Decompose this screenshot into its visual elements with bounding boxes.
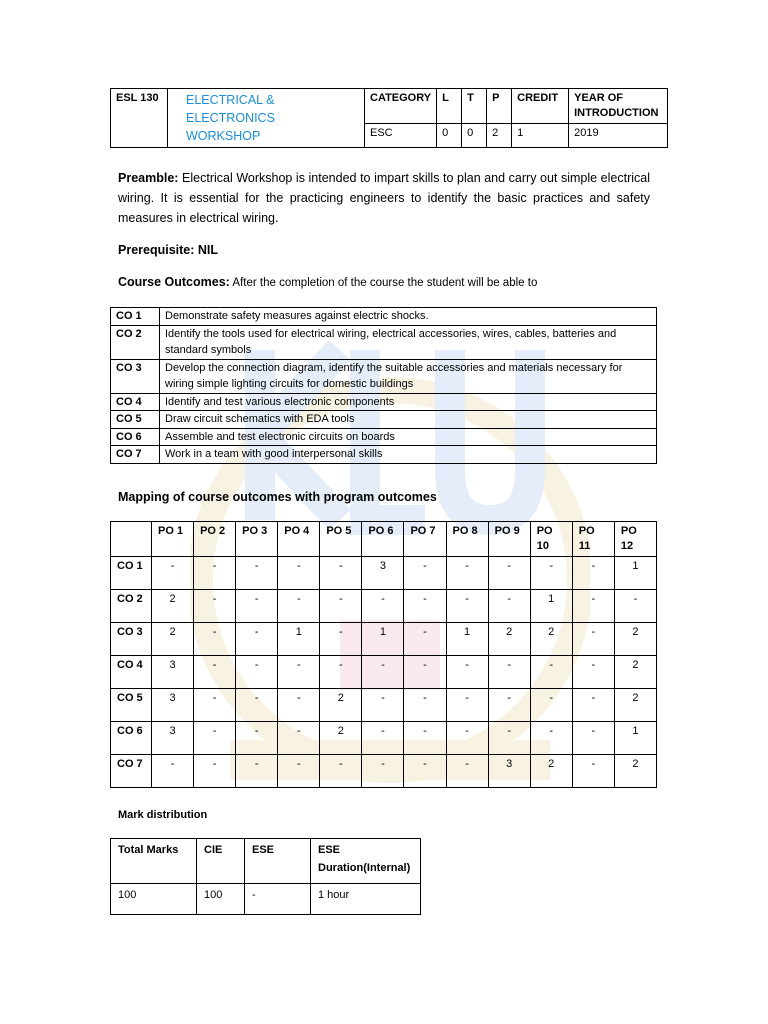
course-outcomes-heading [118, 275, 537, 289]
co-description: Develop the connection diagram, identify the suitable accessories and materials necessary for wiring simple lighting circuits for domestic buildings [160, 359, 657, 393]
mapping-cell: - [572, 755, 614, 788]
po-header: PO 9 [488, 522, 530, 557]
mapping-cell: - [236, 623, 278, 656]
po-header: PO 4 [278, 522, 320, 557]
year-label-line2: INTRODUCTION [574, 107, 659, 119]
mapping-cell: - [530, 689, 572, 722]
mapping-header-row [111, 522, 657, 557]
co-code: CO 5 [111, 411, 160, 429]
mapping-cell: - [194, 623, 236, 656]
po-header: PO 2 [194, 522, 236, 557]
mapping-row [111, 722, 657, 755]
po-header: PO 11 [572, 522, 614, 557]
mapping-cell: - [320, 590, 362, 623]
co-code: CO 1 [111, 308, 160, 326]
mark-distribution-table [110, 838, 421, 915]
mapping-cell: - [362, 755, 404, 788]
co-description: Assemble and test electronic circuits on boards [160, 428, 657, 446]
mapping-co-label: CO 1 [111, 557, 152, 590]
marks-header: CIE [197, 839, 245, 884]
mapping-co-label: CO 2 [111, 590, 152, 623]
mapping-cell: 3 [488, 755, 530, 788]
l-value: 0 [437, 124, 462, 148]
category-value: ESC [365, 124, 437, 148]
mapping-cell: - [320, 623, 362, 656]
mapping-co-label: CO 5 [111, 689, 152, 722]
mapping-cell: 2 [488, 623, 530, 656]
mapping-cell: - [404, 689, 446, 722]
po-header: PO 12 [614, 522, 656, 557]
mapping-cell: - [236, 722, 278, 755]
marks-header: ESE [245, 839, 311, 884]
mapping-row [111, 689, 657, 722]
mapping-row [111, 623, 657, 656]
credit-value: 1 [512, 124, 569, 148]
mapping-cell: - [320, 755, 362, 788]
mapping-cell: 2 [152, 590, 194, 623]
mapping-cell: - [446, 722, 488, 755]
mapping-cell: - [488, 590, 530, 623]
marks-value-row [111, 884, 421, 915]
mapping-cell: - [572, 656, 614, 689]
mapping-cell: - [236, 557, 278, 590]
mapping-row [111, 557, 657, 590]
mapping-cell: 1 [614, 722, 656, 755]
course-title [168, 89, 365, 148]
mapping-cell: - [530, 557, 572, 590]
co-code: CO 4 [111, 393, 160, 411]
mapping-cell: 3 [362, 557, 404, 590]
mapping-cell: 1 [362, 623, 404, 656]
mapping-cell: - [488, 722, 530, 755]
marks-header: Total Marks [111, 839, 197, 884]
co-description: Demonstrate safety measures against electric shocks. [160, 308, 657, 326]
mapping-cell: - [404, 623, 446, 656]
mapping-cell: - [278, 557, 320, 590]
year-label [569, 89, 668, 124]
mapping-cell: - [404, 557, 446, 590]
course-outcomes-table [110, 307, 657, 464]
co-code: CO 7 [111, 446, 160, 464]
mapping-cell: - [236, 755, 278, 788]
po-header: PO 1 [152, 522, 194, 557]
course-code: ESL 130 [111, 89, 168, 148]
mapping-cell: - [152, 755, 194, 788]
marks-value: 100 [111, 884, 197, 915]
mapping-co-label: CO 6 [111, 722, 152, 755]
mapping-cell: - [572, 557, 614, 590]
mapping-cell: - [194, 722, 236, 755]
mapping-cell: 2 [614, 623, 656, 656]
mapping-cell: - [152, 557, 194, 590]
mapping-cell: - [362, 689, 404, 722]
year-label-line1: YEAR OF [574, 92, 624, 104]
po-header: PO 5 [320, 522, 362, 557]
mapping-cell: - [362, 722, 404, 755]
mapping-cell: - [572, 722, 614, 755]
co-row [111, 308, 657, 326]
mapping-cell: 2 [530, 623, 572, 656]
l-label: L [437, 89, 462, 124]
mapping-cell: - [236, 590, 278, 623]
mapping-cell: - [194, 590, 236, 623]
co-row [111, 446, 657, 464]
co-row [111, 359, 657, 393]
preamble-paragraph [118, 168, 650, 228]
co-description: Identify the tools used for electrical wiring, electrical accessories, wires, cables, batteries and standard symbols [160, 325, 657, 359]
mapping-cell: - [530, 656, 572, 689]
mapping-cell: - [488, 689, 530, 722]
mapping-cell: 2 [530, 755, 572, 788]
mapping-cell: - [194, 557, 236, 590]
mapping-co-label: CO 4 [111, 656, 152, 689]
co-code: CO 3 [111, 359, 160, 393]
mapping-cell: - [278, 755, 320, 788]
po-header: PO 3 [236, 522, 278, 557]
co-row [111, 393, 657, 411]
mapping-cell: - [194, 755, 236, 788]
mapping-cell: - [194, 689, 236, 722]
mapping-cell: 3 [152, 689, 194, 722]
course-header-table [110, 88, 668, 148]
p-label: P [487, 89, 512, 124]
co-code: CO 2 [111, 325, 160, 359]
mapping-cell: - [572, 590, 614, 623]
mapping-cell: - [278, 689, 320, 722]
mapping-co-label: CO 3 [111, 623, 152, 656]
co-code: CO 6 [111, 428, 160, 446]
mapping-cell: 2 [614, 689, 656, 722]
mapping-row [111, 656, 657, 689]
mapping-cell: - [488, 557, 530, 590]
mapping-cell: - [572, 689, 614, 722]
preamble-label: Preamble: [118, 171, 179, 185]
mapping-cell: 1 [614, 557, 656, 590]
mapping-cell: - [572, 623, 614, 656]
t-value: 0 [462, 124, 487, 148]
course-title-line2: ELECTRONICS WORKSHOP [186, 111, 275, 143]
mapping-row [111, 755, 657, 788]
mapping-cell: 2 [320, 689, 362, 722]
mapping-cell: 2 [320, 722, 362, 755]
mapping-cell: - [446, 557, 488, 590]
mapping-cell: - [404, 722, 446, 755]
mapping-cell: - [278, 656, 320, 689]
mapping-cell: - [278, 722, 320, 755]
mapping-cell: - [362, 656, 404, 689]
p-value: 2 [487, 124, 512, 148]
mapping-cell: - [404, 590, 446, 623]
mark-distribution-title: Mark distribution [118, 809, 208, 821]
course-title-line1: ELECTRICAL & [186, 93, 275, 107]
co-description: Draw circuit schematics with EDA tools [160, 411, 657, 429]
preamble-text: Electrical Workshop is intended to impart skills to plan and carry out simple electrical wiring. It is essential for the practicing engineers to identify the basic practices and safety measures in electrical wiring. [118, 171, 650, 225]
mapping-cell: - [614, 590, 656, 623]
mapping-cell: - [362, 590, 404, 623]
course-outcomes-intro: After the completion of the course the student will be able to [232, 277, 538, 289]
co-row [111, 325, 657, 359]
mapping-cell: - [446, 689, 488, 722]
mapping-cell: - [404, 656, 446, 689]
mapping-cell: - [236, 656, 278, 689]
prerequisite: Prerequisite: NIL [118, 243, 219, 257]
course-outcomes-label: Course Outcomes: [118, 275, 230, 289]
mapping-row [111, 590, 657, 623]
mapping-cell: - [320, 557, 362, 590]
po-header: PO 6 [362, 522, 404, 557]
mapping-cell: - [488, 656, 530, 689]
mapping-cell: 1 [530, 590, 572, 623]
mapping-co-label: CO 7 [111, 755, 152, 788]
mapping-cell: 1 [446, 623, 488, 656]
po-header: PO 10 [530, 522, 572, 557]
mapping-cell: 2 [614, 755, 656, 788]
co-description: Identify and test various electronic components [160, 393, 657, 411]
mapping-cell: - [278, 590, 320, 623]
mapping-cell: - [404, 755, 446, 788]
marks-value: - [245, 884, 311, 915]
marks-value: 1 hour [311, 884, 421, 915]
po-header: PO 7 [404, 522, 446, 557]
credit-label: CREDIT [512, 89, 569, 124]
t-label: T [462, 89, 487, 124]
mapping-cell: 2 [152, 623, 194, 656]
mapping-cell: 3 [152, 656, 194, 689]
mapping-cell: - [320, 656, 362, 689]
marks-header-row [111, 839, 421, 884]
mapping-title: Mapping of course outcomes with program outcomes [118, 490, 437, 504]
mapping-cell: - [446, 656, 488, 689]
mapping-cell: - [194, 656, 236, 689]
co-row [111, 428, 657, 446]
mapping-cell: 3 [152, 722, 194, 755]
po-header: PO 8 [446, 522, 488, 557]
mapping-cell: 1 [278, 623, 320, 656]
co-po-mapping-table [110, 521, 657, 788]
co-description: Work in a team with good interpersonal skills [160, 446, 657, 464]
mapping-corner-cell [111, 522, 152, 557]
marks-value: 100 [197, 884, 245, 915]
mapping-cell: - [446, 590, 488, 623]
marks-header: ESE Duration(Internal) [311, 839, 421, 884]
year-value: 2019 [569, 124, 668, 148]
co-row [111, 411, 657, 429]
mapping-cell: - [446, 755, 488, 788]
category-label: CATEGORY [365, 89, 437, 124]
mapping-cell: - [530, 722, 572, 755]
mapping-cell: 2 [614, 656, 656, 689]
mapping-cell: - [236, 689, 278, 722]
